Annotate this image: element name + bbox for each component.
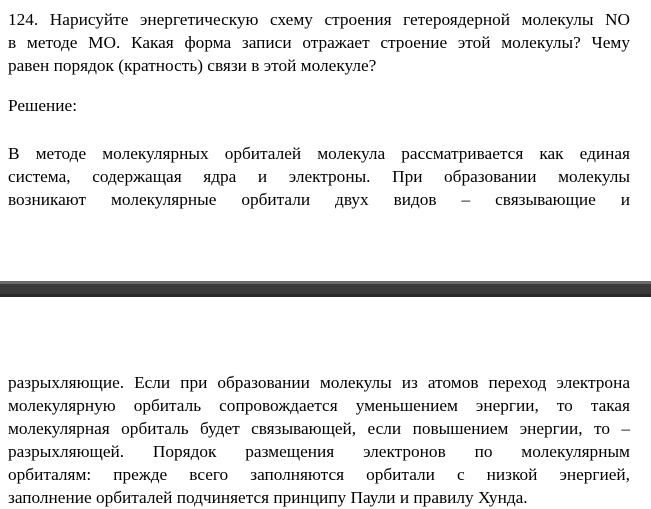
- question-line: в методе МО. Какая форма записи отражает строение этой молекулы? Чему: [8, 33, 630, 52]
- paragraph-line: молекулярную орбиталь сопровождается уменьшением энергии, то такая: [8, 396, 630, 415]
- paragraph-line: орбиталям: прежде всего заполняются орбитали с низкой энергией,: [8, 465, 630, 484]
- paragraph-line: система, содержащая ядра и электроны. При образовании молекулы: [8, 167, 630, 186]
- paragraph-continuation: [8, 371, 630, 509]
- page-divider: [0, 281, 651, 297]
- question-text: [8, 8, 630, 77]
- solution-heading: [8, 94, 630, 117]
- paragraph-line: В методе молекулярных орбиталей молекула рассматривается как единая: [8, 144, 630, 163]
- paragraph-line: разрыхляющей. Порядок размещения электронов по молекулярным: [8, 442, 630, 461]
- paragraph-line: возникают молекулярные орбитали двух видов – связывающие и: [8, 190, 630, 209]
- question-line: равен порядок (кратность) связи в этой молекуле?: [8, 56, 377, 75]
- question-line: 124. Нарисуйте энергетическую схему строения гетероядерной молекулы NO: [8, 10, 630, 29]
- paragraph-line: заполнение орбиталей подчиняется принципу Паули и правилу Хунда.: [8, 488, 528, 507]
- paragraph-intro: [8, 142, 630, 211]
- paragraph-line: молекулярная орбиталь будет связывающей, если повышением энергии, то –: [8, 419, 630, 438]
- paragraph-line: разрыхляющие. Если при образовании молекулы из атомов переход электрона: [8, 373, 630, 392]
- page-divider-top-edge: [0, 281, 651, 284]
- page-divider-bottom-edge: [0, 294, 651, 297]
- solution-heading-label: Решение:: [8, 96, 77, 115]
